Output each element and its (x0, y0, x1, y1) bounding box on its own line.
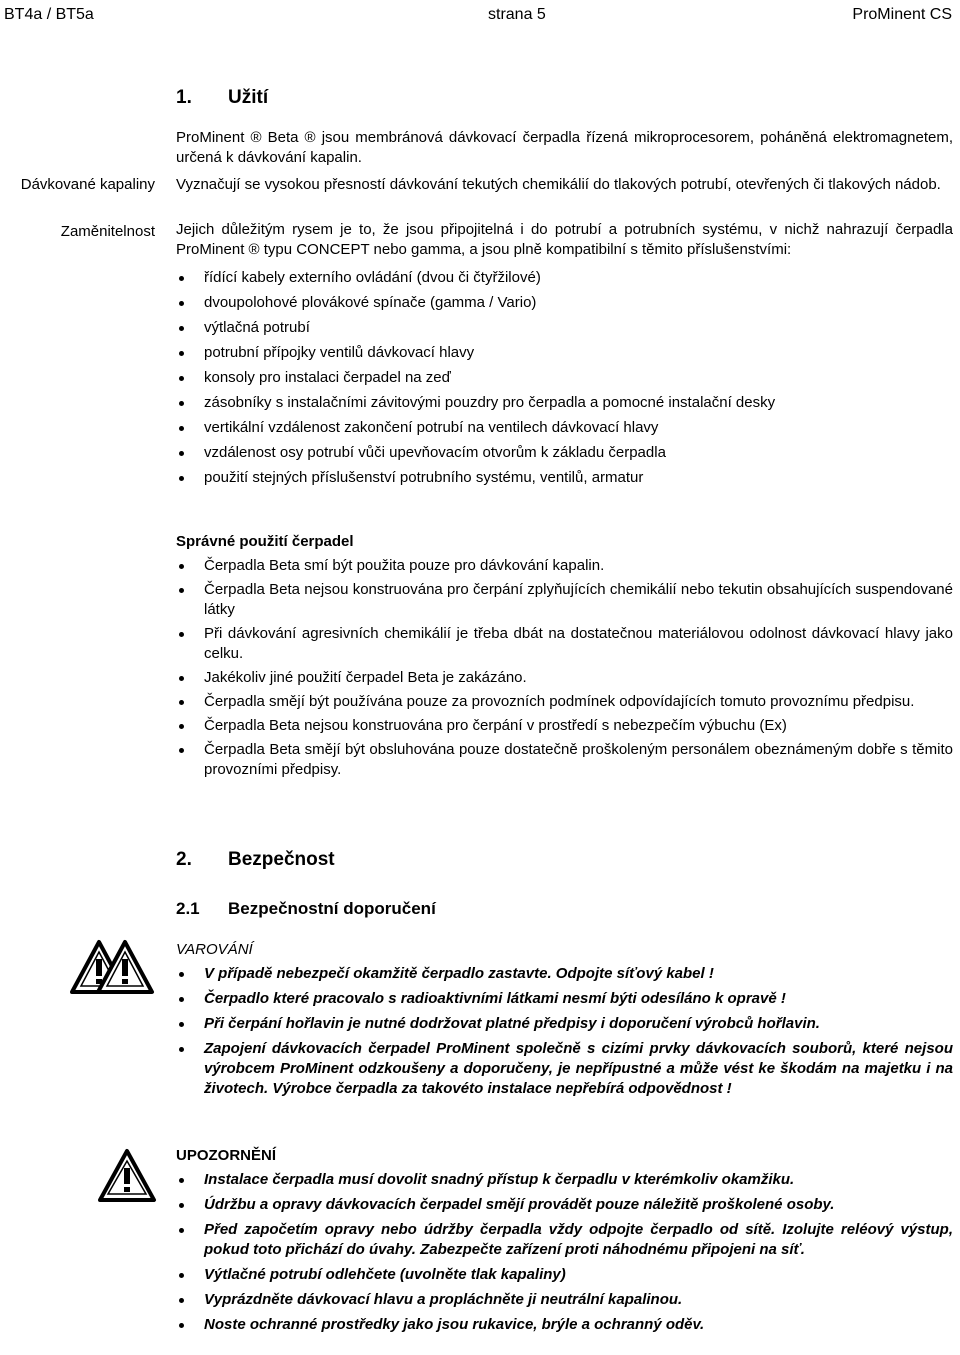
subsection-2-1-number: 2.1 (176, 899, 200, 918)
list-item: potrubní přípojky ventilů dávkovací hlavy (176, 343, 953, 363)
list-item: vertikální vzdálenost zakončení potrubí na ventilech dávkovací hlavy (176, 418, 953, 438)
header-page-number: strana 5 (488, 6, 546, 23)
list-item: Jakékoliv jiné použití čerpadel Beta je zakázáno. (176, 668, 953, 688)
list-item: Při čerpání hořlavin je nutné dodržovat platné předpisy i doporučení výrobců hořlavin. (176, 1014, 953, 1034)
list-item: Zapojení dávkovacích čerpadel ProMinent společně s cizími prvky dávkovacích souborů, které nejsou výrobcem ProMinent odzkoušeny a doporučeny, je nepřípustné a může vést ke škodám na majetku i na životech. Výrobce čerpadla za takovéto instalace nepřebírá odpovědnost ! (176, 1039, 953, 1099)
list-item: Čerpadlo které pracovalo s radioaktivními látkami nesmí býti odesíláno k opravě ! (176, 989, 953, 1009)
accessories-list (176, 268, 953, 493)
list-item: Čerpadla Beta smějí být obsluhována pouze dostatečně proškoleným personálem obeznámeným dobře s těmito provozními předpisy. (176, 740, 953, 780)
subsection-2-1-title: Bezpečnostní doporučení (228, 899, 436, 918)
section-1-number: 1. (176, 87, 192, 108)
list-item: Před započetím opravy nebo údržby čerpadla vždy odpojte čerpadlo od sítě. Izolujte reléový výstup, pokud toto přichází do úvahy. Zabezpečte zařízení proti náhodnému připojeni na síť. (176, 1220, 953, 1260)
list-item: Čerpadla Beta nejsou konstruována pro čerpání zplyňujících chemikálií nebo tekutin obsahujících suspendované látky (176, 580, 953, 620)
section-1-title: Užití (228, 87, 269, 108)
list-item: dvoupolohové plovákové spínače (gamma / Vario) (176, 293, 953, 313)
header-left: BT4a / BT5a (4, 6, 94, 23)
list-item: výtlačná potrubí (176, 318, 953, 338)
list-item: Při dávkování agresivních chemikálií je třeba dbát na dostatečnou materiálovou odolnost dávkovací hlavy jako celku. (176, 624, 953, 664)
section-1-heading (176, 88, 268, 108)
list-item: Instalace čerpadla musí dovolit snadný přístup k čerpadlu v kterémkoliv okamžiku. (176, 1170, 953, 1190)
intro-text: ProMinent ® Beta ® jsou membránová dávkovací čerpadla řízená mikroprocesorem, poháněná elektromagnetem, určená k dávkování kapalin. (176, 129, 953, 166)
warning-triangle-icon (97, 1148, 157, 1204)
margin-label-dosed-liquids: Dávkované kapaliny (20, 176, 155, 193)
list-item: použití stejných příslušenství potrubního systému, ventilů, armatur (176, 468, 953, 488)
list-item: Vyprázdněte dávkovací hlavu a propláchněte ji neutrální kapalinou. (176, 1290, 953, 1310)
list-item: Výtlačné potrubí odlehčete (uvolněte tlak kapaliny) (176, 1265, 953, 1285)
warnings-list (176, 964, 953, 1104)
list-item: Čerpadla Beta smí být použita pouze pro dávkování kapalin. (176, 556, 953, 576)
header-right: ProMinent CS (852, 6, 952, 23)
subsection-2-1-heading (176, 899, 436, 919)
notices-list (176, 1170, 953, 1340)
list-item: konsoly pro instalaci čerpadel na zeď (176, 368, 953, 388)
intro-paragraph (176, 128, 953, 168)
section-2-number: 2. (176, 849, 192, 870)
section-2-title: Bezpečnost (228, 849, 335, 870)
interchangeability-paragraph: Jejich důležitým rysem je to, že jsou připojitelná i do potrubí a potrubních systému, v nichž nahrazují čerpadla ProMinent ® typu CONCEPT nebo gamma, a jsou plně kompatibilní s těmito příslušenstvími: (176, 221, 953, 258)
list-item: Čerpadla smějí být používána pouze za provozních podmínek odpovídajících tomuto provoznímu předpisu. (176, 692, 953, 712)
notice-label: UPOZORNĚNÍ (176, 1147, 277, 1164)
correct-use-list (176, 556, 953, 784)
list-item: řídící kabely externího ovládání (dvou či čtyřžilové) (176, 268, 953, 288)
margin-label-interchangeability: Zaměnitelnost (60, 223, 155, 240)
correct-use-heading: Správné použití čerpadel (176, 533, 354, 550)
dosed-liquids-paragraph: Vyznačují se vysokou přesností dávkování tekutých chemikálií do tlakových potrubí, otevřených či tlakových nádob. (176, 176, 941, 193)
list-item: Noste ochranné prostředky jako jsou rukavice, brýle a ochranný oděv. (176, 1315, 953, 1335)
list-item: zásobníky s instalačními závitovými pouzdry pro čerpadla a pomocné instalační desky (176, 393, 953, 413)
list-item: vzdálenost osy potrubí vůči upevňovacím otvorům k základu čerpadla (176, 443, 953, 463)
warning-label: VAROVÁNÍ (176, 941, 253, 958)
double-warning-triangle-icon (70, 938, 156, 996)
list-item: Čerpadla Beta nejsou konstruována pro čerpání v prostředí s nebezpečím výbuchu (Ex) (176, 716, 953, 736)
list-item: Údržbu a opravy dávkovacích čerpadel smějí provádět pouze náležitě proškolené osoby. (176, 1195, 953, 1215)
section-2-heading (176, 850, 335, 870)
list-item: V případě nebezpečí okamžitě čerpadlo zastavte. Odpojte síťový kabel ! (176, 964, 953, 984)
